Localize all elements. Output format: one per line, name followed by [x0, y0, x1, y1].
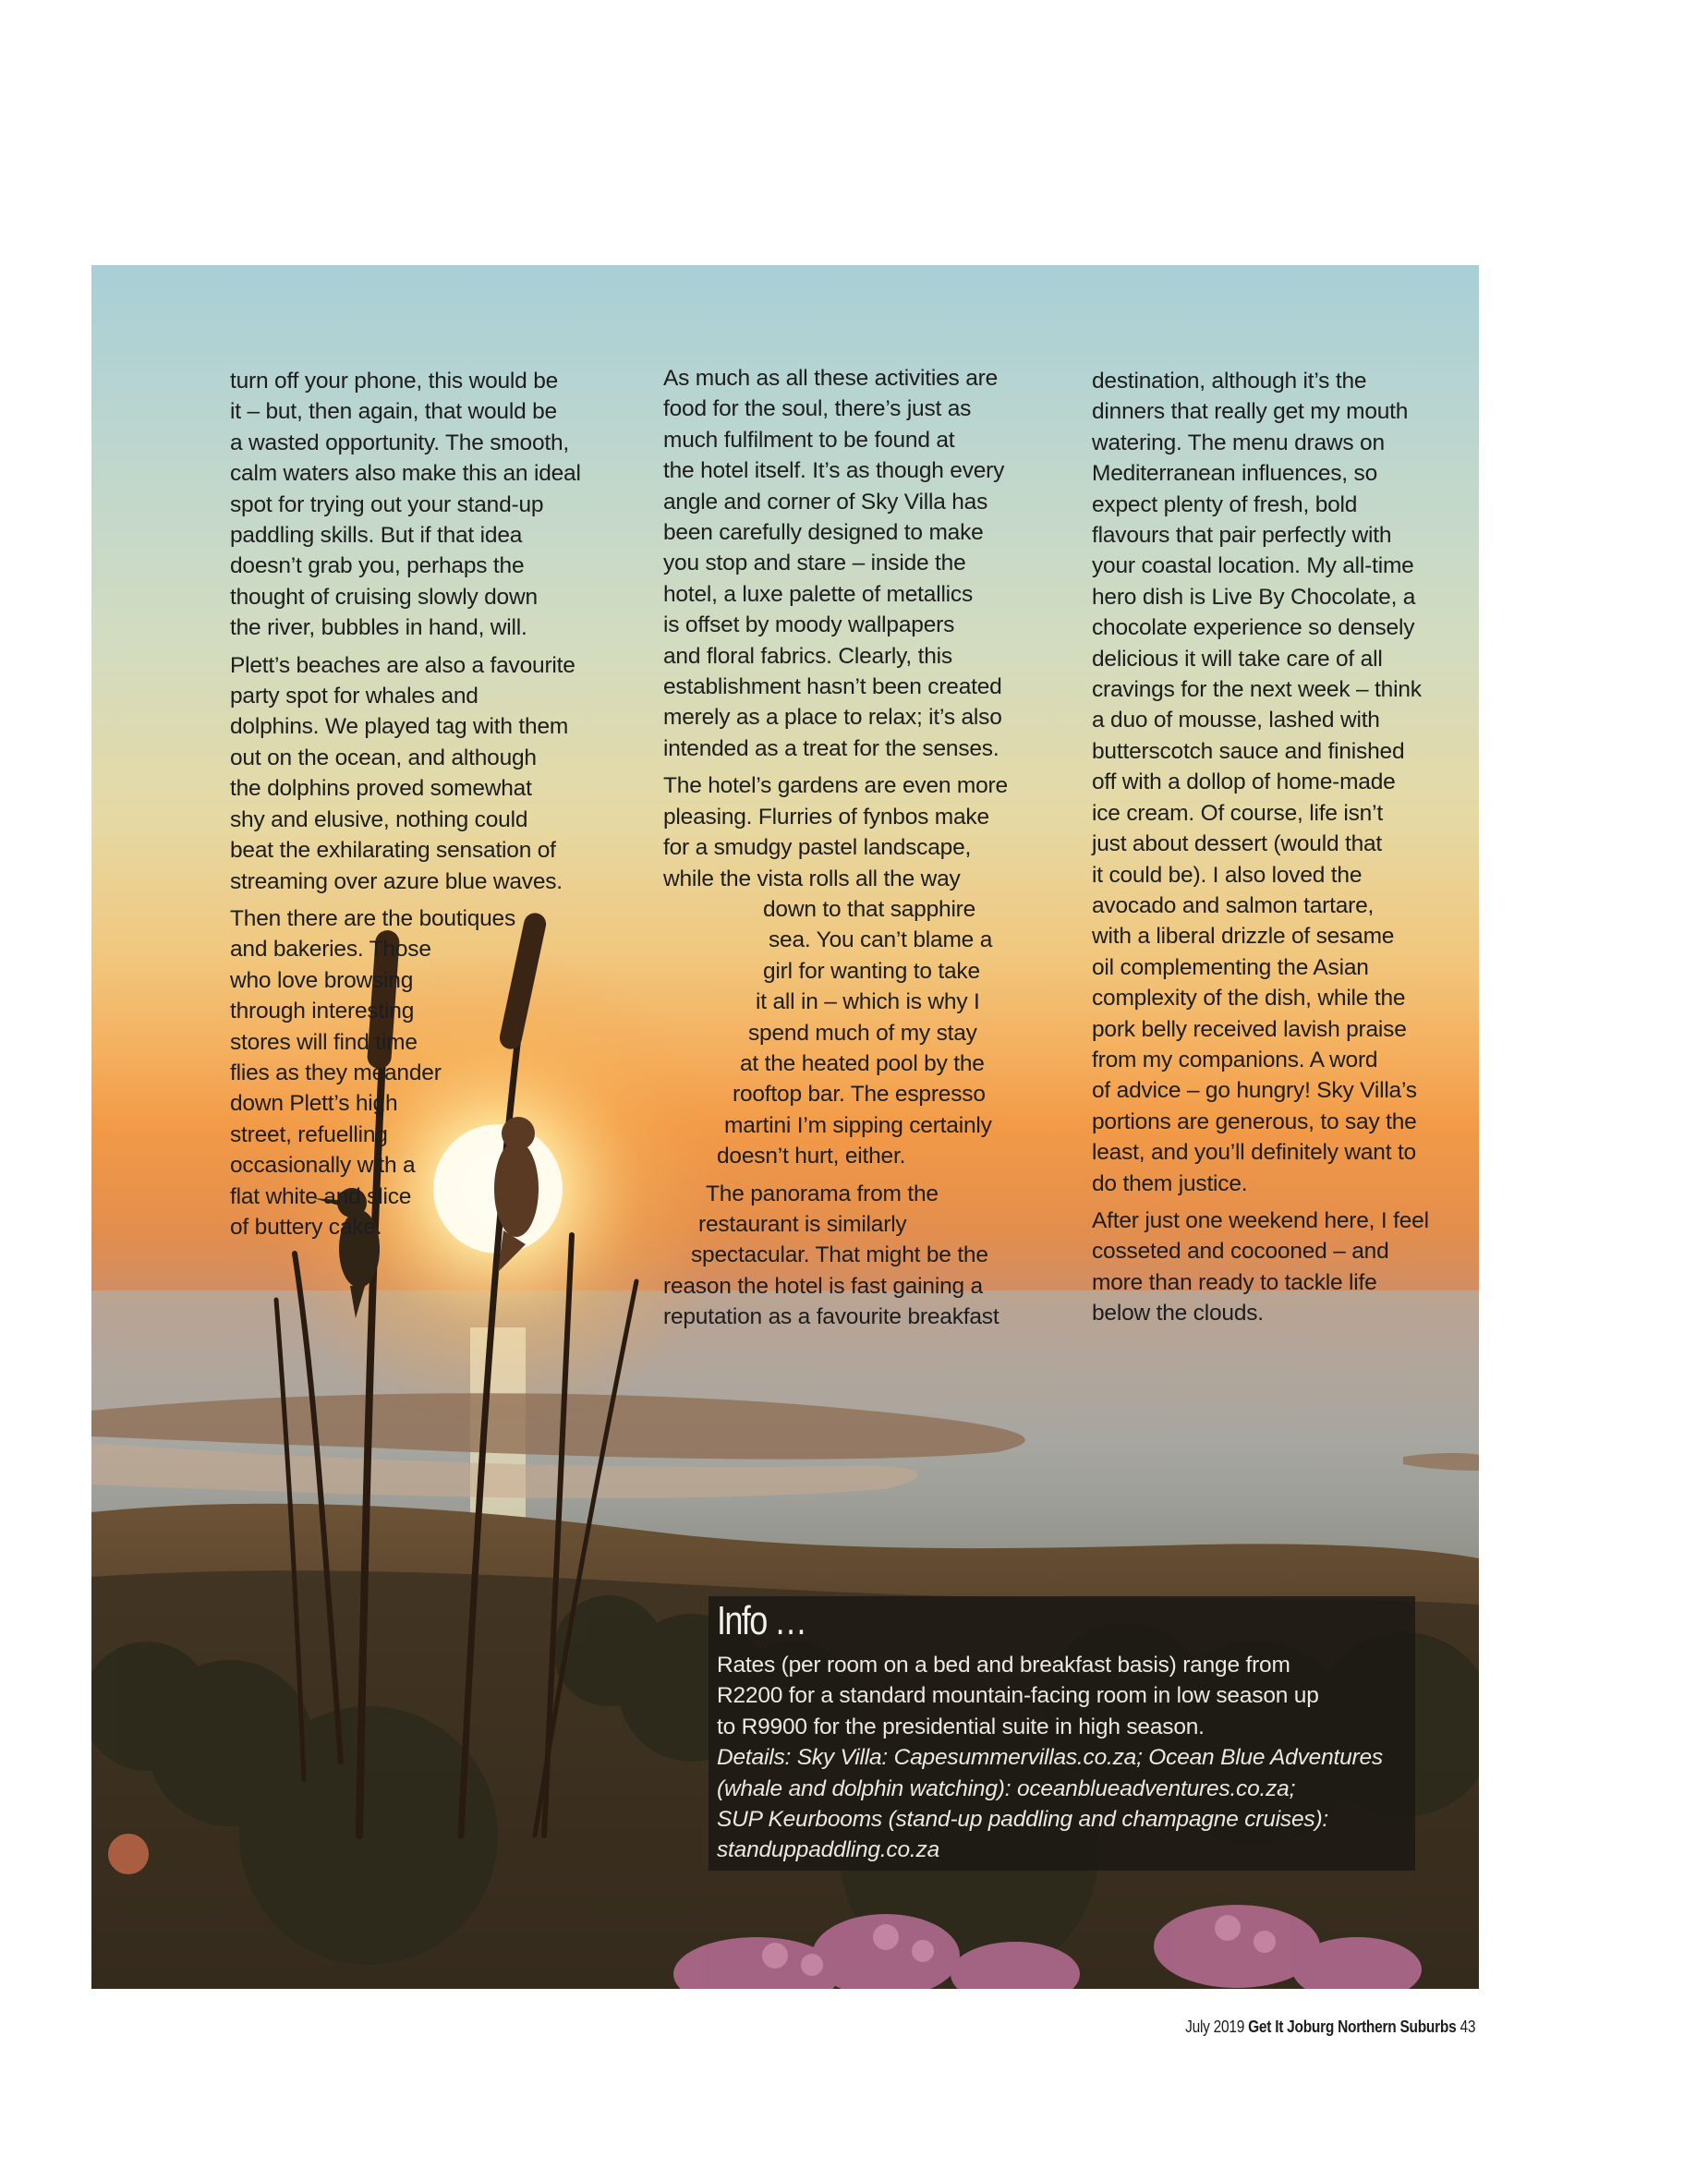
text-line: paddling skills. But if that idea	[230, 523, 523, 549]
paragraph	[230, 650, 636, 897]
text-line: establishment hasn’t been created	[663, 674, 1002, 700]
text-line: down to that sapphire	[763, 896, 976, 922]
text-line: for a smudgy pastel landscape,	[663, 835, 972, 861]
text-line: do them justice.	[1092, 1170, 1248, 1196]
text-line: intended as a treat for the senses.	[663, 735, 999, 761]
text-line: just about dessert (would that	[1092, 831, 1383, 857]
text-line: party spot for whales and	[230, 684, 478, 709]
text-line: angle and corner of Sky Villa has	[663, 489, 988, 515]
text-line: portions are generous, to say the	[1092, 1109, 1417, 1134]
text-line: complexity of the dish, while the	[1092, 986, 1406, 1012]
text-line: off with a dollop of home-made	[1092, 769, 1396, 795]
text-line: while the vista rolls all the way	[663, 866, 961, 891]
paragraph	[663, 1179, 1070, 1333]
details-line: (whale and dolphin watching): oceanblueadventures.co.za;	[717, 1775, 1296, 1801]
text-line: at the heated pool by the	[740, 1050, 985, 1076]
text-line: rooftop bar. The espresso	[733, 1082, 986, 1108]
text-line: beat the exhilarating sensation of	[230, 838, 556, 864]
text-line: calm waters also make this an ideal	[230, 461, 581, 487]
text-line: been carefully designed to make	[663, 520, 984, 546]
text-line: you stop and stare – inside the	[663, 551, 966, 576]
text-line: doesn’t hurt, either.	[717, 1144, 906, 1169]
rates-line: to R9900 for the presidential suite in high season.	[717, 1714, 1205, 1739]
text-line: thought of cruising slowly down	[230, 584, 538, 610]
text-line: merely as a place to relax; it’s also	[663, 705, 1002, 731]
article-column-2	[663, 363, 1070, 1339]
text-line: flat white and slice	[230, 1183, 412, 1209]
text-line: a duo of mousse, lashed with	[1092, 708, 1380, 733]
publication-name: Get It Joburg Northern Suburbs	[1247, 2017, 1457, 2036]
text-line: doesn’t grab you, perhaps the	[230, 553, 525, 579]
text-line: more than ready to tackle life	[1092, 1269, 1377, 1295]
text-line: restaurant is similarly	[698, 1211, 907, 1237]
paragraph	[230, 903, 636, 1242]
text-line: shy and elusive, nothing could	[230, 806, 528, 832]
text-line: As much as all these activities are	[663, 366, 999, 391]
text-line: After just one weekend here, I feel	[1092, 1207, 1429, 1233]
text-line: it could be). I also loved the	[1092, 862, 1363, 888]
info-body	[717, 1650, 1383, 1866]
page-footer	[1185, 2017, 1475, 2037]
details-line: Details: Sky Villa: Capesummervillas.co.za; Ocean Blue Adventures	[717, 1745, 1383, 1771]
rates-line: Rates (per room on a bed and breakfast basis) range from	[717, 1653, 1290, 1678]
article-column-1	[230, 366, 636, 1249]
text-line: Plett’s beaches are also a favourite	[230, 652, 575, 678]
text-line: least, and you’ll definitely want to	[1092, 1140, 1416, 1166]
text-line: sea. You can’t blame a	[769, 927, 993, 953]
text-line: it – but, then again, that would be	[230, 399, 557, 425]
text-line: butterscotch sauce and finished	[1092, 738, 1405, 764]
text-line: it all in – which is why I	[756, 989, 980, 1015]
text-line: who love browsing	[230, 967, 414, 993]
text-line: from my companions. A word	[1092, 1047, 1378, 1072]
text-line: the river, bubbles in hand, will.	[230, 615, 527, 641]
text-line: food for the soul, there’s just as	[663, 396, 972, 422]
page-number: 43	[1460, 2017, 1475, 2036]
paragraph	[1092, 1206, 1480, 1329]
text-line: ice cream. Of course, life isn’t	[1092, 800, 1383, 826]
issue-date: July 2019	[1184, 2017, 1244, 2036]
text-line: chocolate experience so densely	[1092, 615, 1415, 641]
info-box	[709, 1596, 1415, 1871]
rates-line: R2200 for a standard mountain-facing room in low season up	[717, 1683, 1319, 1709]
text-line: below the clouds.	[1092, 1301, 1264, 1327]
text-line: Mediterranean influences, so	[1092, 461, 1378, 487]
text-line: flavours that pair perfectly with	[1092, 523, 1392, 549]
text-line: pork belly received lavish praise	[1092, 1016, 1407, 1042]
text-line: destination, although it’s the	[1092, 369, 1367, 394]
text-line: hotel, a luxe palette of metallics	[663, 581, 974, 607]
text-line: down Plett’s high	[230, 1091, 398, 1117]
text-line: flies as they meander	[230, 1060, 442, 1085]
article-column-3	[1092, 366, 1480, 1336]
text-line: the dolphins proved somewhat	[230, 776, 532, 802]
text-line: and bakeries. Those	[230, 937, 431, 963]
text-line: spend much of my stay	[748, 1020, 977, 1046]
text-line: watering. The menu draws on	[1092, 430, 1385, 455]
text-line: of buttery cake.	[230, 1214, 382, 1240]
text-line: a wasted opportunity. The smooth,	[230, 430, 570, 455]
text-line: out on the ocean, and although	[230, 745, 537, 770]
text-line: is offset by moody wallpapers	[663, 612, 955, 638]
paragraph	[663, 770, 1070, 1171]
text-line: reputation as a favourite breakfast	[663, 1304, 999, 1330]
text-line: The hotel’s gardens are even more	[663, 773, 1008, 799]
text-line: hero dish is Live By Chocolate, a	[1092, 584, 1416, 610]
text-line: The panorama from the	[706, 1181, 939, 1206]
text-line: expect plenty of fresh, bold	[1092, 491, 1358, 517]
text-line: girl for wanting to take	[763, 958, 980, 984]
text-line: streaming over azure blue waves.	[230, 868, 563, 894]
text-line: your coastal location. My all-time	[1092, 553, 1414, 579]
text-line: with a liberal drizzle of sesame	[1092, 924, 1395, 950]
text-line: delicious it will take care of all	[1092, 646, 1383, 672]
text-line: martini I’m sipping certainly	[724, 1112, 992, 1138]
text-line: stores will find time	[230, 1029, 418, 1055]
paragraph	[230, 366, 636, 644]
text-line: cravings for the next week – think	[1092, 677, 1422, 703]
text-line: dolphins. We played tag with them	[230, 714, 569, 740]
text-line: much fulfilment to be found at	[663, 427, 955, 453]
text-line: pleasing. Flurries of fynbos make	[663, 804, 989, 830]
text-line: through interesting	[230, 999, 415, 1024]
text-line: dinners that really get my mouth	[1092, 399, 1409, 425]
text-line: avocado and salmon tartare,	[1092, 892, 1375, 918]
text-line: occasionally with a	[230, 1153, 416, 1179]
text-line: turn off your phone, this would be	[230, 369, 559, 394]
text-line: Then there are the boutiques	[230, 905, 516, 931]
text-line: spot for trying out your stand-up	[230, 491, 544, 517]
info-title: Info …	[717, 1598, 806, 1643]
text-line: street, refuelling	[230, 1121, 388, 1147]
text-line: the hotel itself. It’s as though every	[663, 458, 1005, 484]
text-line: of advice – go hungry! Sky Villa’s	[1092, 1078, 1417, 1104]
details-line: SUP Keurbooms (stand-up paddling and champagne cruises):	[717, 1807, 1329, 1833]
details-line: standuppaddling.co.za	[717, 1837, 939, 1863]
paragraph	[1092, 366, 1480, 1199]
text-line: spectacular. That might be the	[691, 1242, 988, 1268]
text-line: cosseted and cocooned – and	[1092, 1239, 1389, 1265]
paragraph	[663, 363, 1070, 764]
text-line: reason the hotel is fast gaining a	[663, 1273, 983, 1299]
text-line: oil complementing the Asian	[1092, 954, 1369, 980]
text-line: and floral fabrics. Clearly, this	[663, 643, 952, 669]
